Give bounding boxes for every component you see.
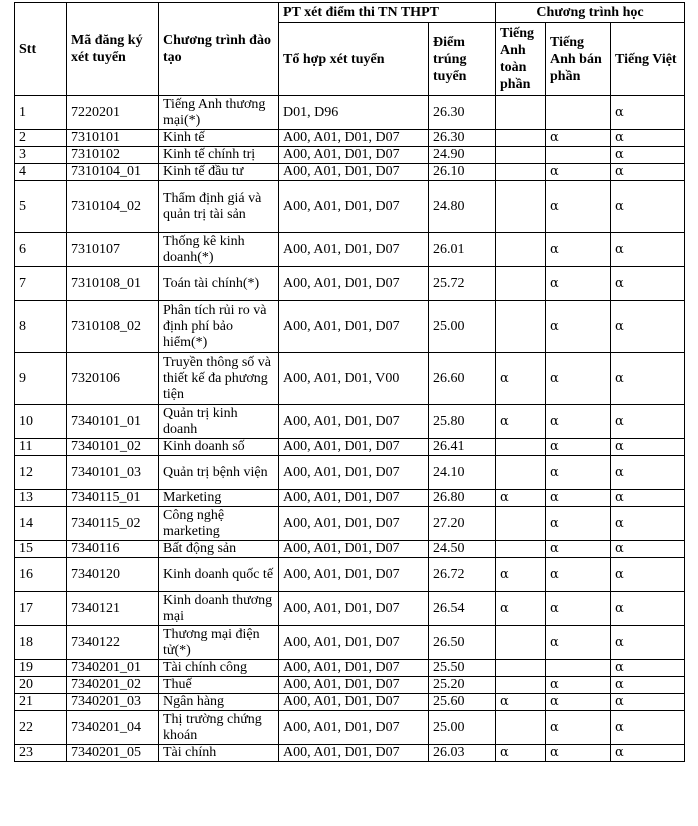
- col-group-pt: PT xét điểm thi TN THPT: [279, 3, 496, 23]
- cell-diem: 24.80: [429, 181, 496, 233]
- cell-to-hop: A00, A01, D01, D07: [279, 541, 429, 558]
- cell-ta-ban-phan: α: [546, 301, 611, 353]
- cell-tieng-viet: α: [611, 439, 685, 456]
- cell-ta-toan-phan: α: [496, 745, 546, 762]
- table-row: [15, 490, 685, 507]
- cell-tieng-viet: α: [611, 233, 685, 267]
- cell-ta-ban-phan: α: [546, 592, 611, 626]
- cell-ta-toan-phan: [496, 96, 546, 130]
- cell-ta-ban-phan: α: [546, 405, 611, 439]
- cell-chuong-trinh: Kinh tế: [159, 130, 279, 147]
- cell-ta-toan-phan: [496, 181, 546, 233]
- cell-stt: 15: [15, 541, 67, 558]
- cell-ma: 7310101: [67, 130, 159, 147]
- cell-stt: 7: [15, 267, 67, 301]
- cell-stt: 22: [15, 711, 67, 745]
- cell-stt: 13: [15, 490, 67, 507]
- cell-stt: 8: [15, 301, 67, 353]
- cell-ta-toan-phan: [496, 267, 546, 301]
- cell-ta-ban-phan: [546, 147, 611, 164]
- cell-diem: 25.20: [429, 677, 496, 694]
- cell-stt: 10: [15, 405, 67, 439]
- cell-stt: 20: [15, 677, 67, 694]
- cell-stt: 6: [15, 233, 67, 267]
- cell-chuong-trinh: Phân tích rủi ro và định phí bảo hiểm(*): [159, 301, 279, 353]
- cell-ta-toan-phan: α: [496, 558, 546, 592]
- cell-diem: 26.01: [429, 233, 496, 267]
- cell-chuong-trinh: Thẩm định giá và quản trị tài sản: [159, 181, 279, 233]
- cell-stt: 18: [15, 626, 67, 660]
- table-row: [15, 745, 685, 762]
- cell-ma: 7310107: [67, 233, 159, 267]
- cell-ta-ban-phan: α: [546, 626, 611, 660]
- cell-tieng-viet: α: [611, 130, 685, 147]
- cell-ma: 7320106: [67, 353, 159, 405]
- col-header-to-hop: Tổ hợp xét tuyển: [279, 23, 429, 96]
- cell-to-hop: A00, A01, D01, D07: [279, 677, 429, 694]
- cell-stt: 17: [15, 592, 67, 626]
- header-row-1: [15, 3, 685, 23]
- cell-to-hop: A00, A01, D01, D07: [279, 626, 429, 660]
- cell-tieng-viet: α: [611, 267, 685, 301]
- cell-stt: 9: [15, 353, 67, 405]
- col-header-ta-toan-phan: Tiếng Anh toàn phần: [496, 23, 546, 96]
- cell-to-hop: A00, A01, D01, D07: [279, 164, 429, 181]
- cell-stt: 19: [15, 660, 67, 677]
- cell-to-hop: A00, A01, D01, D07: [279, 267, 429, 301]
- cell-chuong-trinh: Ngân hàng: [159, 694, 279, 711]
- cell-to-hop: A00, A01, D01, D07: [279, 301, 429, 353]
- cell-ta-toan-phan: [496, 660, 546, 677]
- cell-ta-toan-phan: [496, 147, 546, 164]
- cell-ma: 7340121: [67, 592, 159, 626]
- cell-tieng-viet: α: [611, 711, 685, 745]
- col-group-ct-hoc: Chương trình học: [496, 3, 685, 23]
- cell-ta-ban-phan: α: [546, 558, 611, 592]
- cell-tieng-viet: α: [611, 456, 685, 490]
- table-row: [15, 353, 685, 405]
- cell-chuong-trinh: Công nghệ marketing: [159, 507, 279, 541]
- cell-ta-toan-phan: α: [496, 353, 546, 405]
- cell-ma: 7310104_01: [67, 164, 159, 181]
- cell-tieng-viet: α: [611, 541, 685, 558]
- table-row: [15, 130, 685, 147]
- cell-diem: 26.03: [429, 745, 496, 762]
- cell-ta-ban-phan: α: [546, 677, 611, 694]
- table-row: [15, 507, 685, 541]
- cell-to-hop: A00, A01, D01, D07: [279, 181, 429, 233]
- cell-diem: 26.80: [429, 490, 496, 507]
- col-header-stt: Stt: [15, 3, 67, 96]
- cell-chuong-trinh: Truyền thông số và thiết kế đa phương tiện: [159, 353, 279, 405]
- cell-ta-ban-phan: α: [546, 490, 611, 507]
- cell-to-hop: A00, A01, D01, D07: [279, 558, 429, 592]
- table-row: [15, 711, 685, 745]
- cell-stt: 1: [15, 96, 67, 130]
- cell-chuong-trinh: Kinh tế đầu tư: [159, 164, 279, 181]
- cell-ta-ban-phan: α: [546, 694, 611, 711]
- cell-ta-toan-phan: [496, 301, 546, 353]
- table-row: [15, 592, 685, 626]
- cell-diem: 24.90: [429, 147, 496, 164]
- cell-to-hop: A00, A01, D01, D07: [279, 147, 429, 164]
- cell-to-hop: A00, A01, D01, D07: [279, 439, 429, 456]
- cell-diem: 26.41: [429, 439, 496, 456]
- cell-to-hop: D01, D96: [279, 96, 429, 130]
- cell-ta-ban-phan: α: [546, 745, 611, 762]
- admission-score-table: [14, 2, 685, 762]
- cell-chuong-trinh: Thương mại điện tử(*): [159, 626, 279, 660]
- table-row: [15, 694, 685, 711]
- cell-to-hop: A00, A01, D01, D07: [279, 694, 429, 711]
- cell-to-hop: A00, A01, D01, D07: [279, 745, 429, 762]
- cell-ta-toan-phan: [496, 626, 546, 660]
- cell-tieng-viet: α: [611, 96, 685, 130]
- cell-diem: 25.80: [429, 405, 496, 439]
- cell-diem: 25.60: [429, 694, 496, 711]
- cell-ma: 7340201_01: [67, 660, 159, 677]
- cell-diem: 25.00: [429, 301, 496, 353]
- cell-ta-toan-phan: α: [496, 405, 546, 439]
- cell-diem: 25.50: [429, 660, 496, 677]
- table-row: [15, 233, 685, 267]
- table-row: [15, 181, 685, 233]
- cell-tieng-viet: α: [611, 626, 685, 660]
- cell-tieng-viet: α: [611, 181, 685, 233]
- col-header-ma: Mã đăng ký xét tuyển: [67, 3, 159, 96]
- cell-chuong-trinh: Thuế: [159, 677, 279, 694]
- cell-ma: 7340116: [67, 541, 159, 558]
- cell-tieng-viet: α: [611, 507, 685, 541]
- cell-ta-toan-phan: [496, 456, 546, 490]
- cell-ta-toan-phan: α: [496, 490, 546, 507]
- cell-ta-toan-phan: [496, 541, 546, 558]
- cell-tieng-viet: α: [611, 353, 685, 405]
- cell-to-hop: A00, A01, D01, D07: [279, 456, 429, 490]
- cell-ta-toan-phan: [496, 233, 546, 267]
- cell-ta-toan-phan: α: [496, 592, 546, 626]
- cell-ta-ban-phan: α: [546, 456, 611, 490]
- cell-diem: 26.50: [429, 626, 496, 660]
- cell-ta-toan-phan: [496, 507, 546, 541]
- cell-chuong-trinh: Thị trường chứng khoán: [159, 711, 279, 745]
- cell-diem: 24.50: [429, 541, 496, 558]
- cell-chuong-trinh: Tiếng Anh thương mại(*): [159, 96, 279, 130]
- cell-ma: 7340101_02: [67, 439, 159, 456]
- cell-stt: 14: [15, 507, 67, 541]
- table-row: [15, 456, 685, 490]
- cell-diem: 26.30: [429, 96, 496, 130]
- cell-ta-ban-phan: α: [546, 507, 611, 541]
- cell-ta-ban-phan: α: [546, 541, 611, 558]
- admission-table-page: [14, 2, 684, 762]
- cell-ta-ban-phan: α: [546, 164, 611, 181]
- cell-stt: 11: [15, 439, 67, 456]
- cell-to-hop: A00, A01, D01, D07: [279, 233, 429, 267]
- cell-chuong-trinh: Tài chính: [159, 745, 279, 762]
- cell-ta-ban-phan: α: [546, 353, 611, 405]
- cell-ma: 7340115_01: [67, 490, 159, 507]
- cell-to-hop: A00, A01, D01, D07: [279, 711, 429, 745]
- table-row: [15, 147, 685, 164]
- cell-to-hop: A00, A01, D01, D07: [279, 130, 429, 147]
- cell-to-hop: A00, A01, D01, D07: [279, 490, 429, 507]
- cell-stt: 21: [15, 694, 67, 711]
- cell-diem: 24.10: [429, 456, 496, 490]
- cell-ta-ban-phan: α: [546, 233, 611, 267]
- col-header-chuong-trinh: Chương trình đào tạo: [159, 3, 279, 96]
- cell-ma: 7340201_04: [67, 711, 159, 745]
- cell-ta-toan-phan: [496, 677, 546, 694]
- table-row: [15, 558, 685, 592]
- cell-to-hop: A00, A01, D01, D07: [279, 507, 429, 541]
- cell-chuong-trinh: Toán tài chính(*): [159, 267, 279, 301]
- table-row: [15, 164, 685, 181]
- cell-stt: 23: [15, 745, 67, 762]
- cell-ta-ban-phan: α: [546, 130, 611, 147]
- col-header-ta-ban-phan: Tiếng Anh bán phần: [546, 23, 611, 96]
- cell-ma: 7310108_01: [67, 267, 159, 301]
- cell-to-hop: A00, A01, D01, V00: [279, 353, 429, 405]
- cell-chuong-trinh: Thống kê kinh doanh(*): [159, 233, 279, 267]
- table-row: [15, 96, 685, 130]
- cell-to-hop: A00, A01, D01, D07: [279, 660, 429, 677]
- cell-ma: 7340122: [67, 626, 159, 660]
- cell-stt: 5: [15, 181, 67, 233]
- table-row: [15, 301, 685, 353]
- cell-chuong-trinh: Quản trị kinh doanh: [159, 405, 279, 439]
- cell-diem: 26.72: [429, 558, 496, 592]
- cell-ma: 7340201_03: [67, 694, 159, 711]
- cell-to-hop: A00, A01, D01, D07: [279, 592, 429, 626]
- cell-tieng-viet: α: [611, 147, 685, 164]
- table-row: [15, 626, 685, 660]
- cell-ma: 7340115_02: [67, 507, 159, 541]
- cell-chuong-trinh: Marketing: [159, 490, 279, 507]
- col-header-tieng-viet: Tiếng Việt: [611, 23, 685, 96]
- cell-tieng-viet: α: [611, 660, 685, 677]
- cell-chuong-trinh: Tài chính công: [159, 660, 279, 677]
- cell-diem: 27.20: [429, 507, 496, 541]
- cell-tieng-viet: α: [611, 592, 685, 626]
- cell-tieng-viet: α: [611, 164, 685, 181]
- cell-chuong-trinh: Kinh doanh số: [159, 439, 279, 456]
- cell-diem: 26.10: [429, 164, 496, 181]
- cell-ma: 7220201: [67, 96, 159, 130]
- cell-ma: 7340101_01: [67, 405, 159, 439]
- cell-tieng-viet: α: [611, 677, 685, 694]
- col-header-diem: Điểm trúng tuyển: [429, 23, 496, 96]
- table-row: [15, 677, 685, 694]
- cell-tieng-viet: α: [611, 405, 685, 439]
- cell-ma: 7340201_02: [67, 677, 159, 694]
- cell-tieng-viet: α: [611, 301, 685, 353]
- cell-ta-ban-phan: α: [546, 181, 611, 233]
- cell-chuong-trinh: Bất động sản: [159, 541, 279, 558]
- cell-ma: 7340120: [67, 558, 159, 592]
- cell-stt: 12: [15, 456, 67, 490]
- cell-ta-toan-phan: [496, 439, 546, 456]
- cell-chuong-trinh: Quản trị bệnh viện: [159, 456, 279, 490]
- table-row: [15, 660, 685, 677]
- cell-ma: 7340201_05: [67, 745, 159, 762]
- cell-tieng-viet: α: [611, 694, 685, 711]
- cell-chuong-trinh: Kinh tế chính trị: [159, 147, 279, 164]
- table-row: [15, 541, 685, 558]
- table-row: [15, 405, 685, 439]
- cell-tieng-viet: α: [611, 745, 685, 762]
- table-row: [15, 267, 685, 301]
- cell-stt: 3: [15, 147, 67, 164]
- cell-chuong-trinh: Kinh doanh quốc tế: [159, 558, 279, 592]
- cell-ta-ban-phan: α: [546, 439, 611, 456]
- table-body: [15, 96, 685, 762]
- cell-diem: 26.60: [429, 353, 496, 405]
- cell-tieng-viet: α: [611, 490, 685, 507]
- cell-stt: 2: [15, 130, 67, 147]
- cell-ta-ban-phan: α: [546, 711, 611, 745]
- cell-diem: 25.00: [429, 711, 496, 745]
- cell-ta-toan-phan: [496, 130, 546, 147]
- cell-ma: 7310104_02: [67, 181, 159, 233]
- cell-ta-ban-phan: α: [546, 267, 611, 301]
- cell-tieng-viet: α: [611, 558, 685, 592]
- cell-ma: 7310108_02: [67, 301, 159, 353]
- cell-to-hop: A00, A01, D01, D07: [279, 405, 429, 439]
- cell-diem: 26.54: [429, 592, 496, 626]
- cell-stt: 4: [15, 164, 67, 181]
- cell-ma: 7310102: [67, 147, 159, 164]
- cell-stt: 16: [15, 558, 67, 592]
- table-row: [15, 439, 685, 456]
- cell-diem: 26.30: [429, 130, 496, 147]
- cell-ta-toan-phan: α: [496, 694, 546, 711]
- cell-ta-ban-phan: [546, 96, 611, 130]
- cell-chuong-trinh: Kinh doanh thương mại: [159, 592, 279, 626]
- cell-ta-toan-phan: [496, 711, 546, 745]
- cell-ta-toan-phan: [496, 164, 546, 181]
- cell-diem: 25.72: [429, 267, 496, 301]
- cell-ta-ban-phan: [546, 660, 611, 677]
- cell-ma: 7340101_03: [67, 456, 159, 490]
